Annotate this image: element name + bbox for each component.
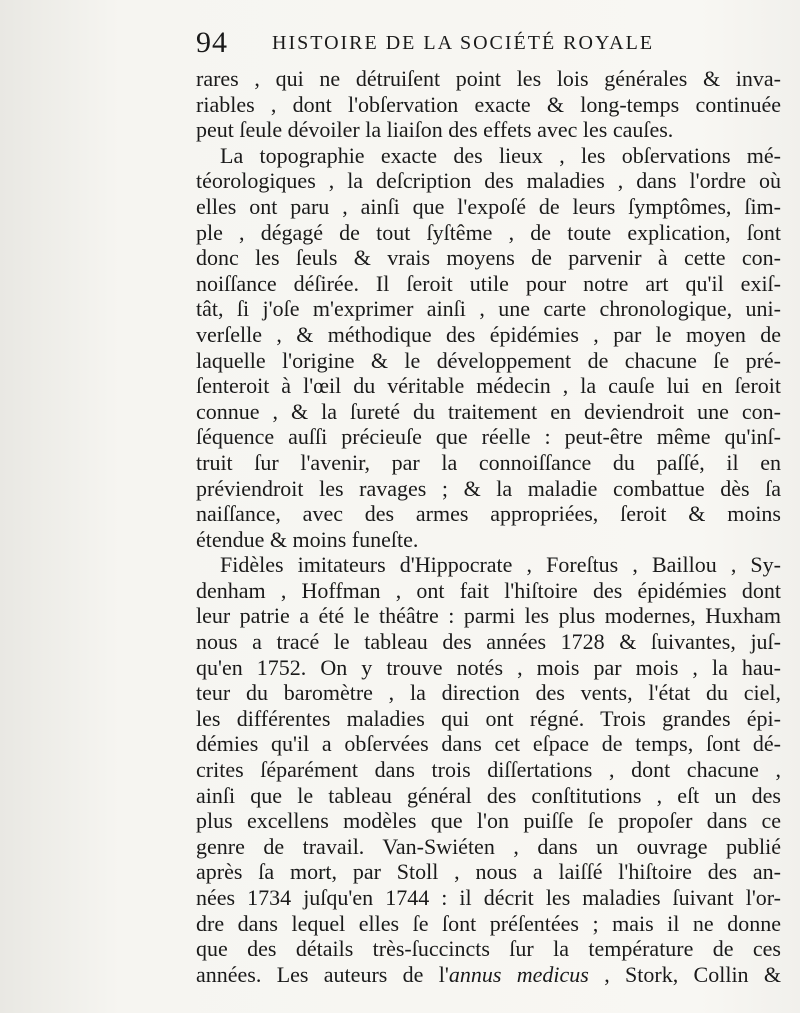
text-line: ſenteroit à l'œil du véritable médecin , la cauſe lui en ſeroit	[196, 373, 781, 399]
italic-title: annus medicus	[448, 961, 589, 987]
body-text	[196, 66, 781, 987]
text-fragment: années. Les auteurs de l'	[196, 961, 449, 987]
text-line: nées 1734 juſqu'en 1744 : il décrit les maladies ſuivant l'or-	[196, 885, 781, 910]
text-line: teur du baromètre , la direction des vents, l'état du ciel,	[196, 680, 781, 706]
text-line: donc les ſeuls & vrais moyens de parvenir à cette con-	[196, 245, 781, 271]
text-line: que des détails très-ſuccincts ſur la température de ces	[196, 936, 781, 962]
text-line: téorologiques , la deſcription des maladies , dans l'ordre où	[196, 168, 781, 194]
text-line: Fidèles imitateurs d'Hippocrate , Foreſtus , Baillou , Sy-	[220, 552, 781, 578]
text-line: naiſſance, avec des armes appropriées, ſeroit & moins	[196, 501, 781, 527]
text-line: étendue & moins funeſte.	[196, 526, 419, 552]
text-line: verſelle , & méthodique des épidémies , par le moyen de	[196, 321, 781, 347]
text-fragment: , Stork, Collin &	[588, 961, 782, 987]
text-line: plus excellens modèles que l'on puiſſe ſe propoſer dans ce	[196, 808, 781, 834]
text-line: tât, ſi j'oſe m'exprimer ainſi , une carte chronologique, uni-	[196, 296, 781, 322]
text-line: nous a tracé le tableau des années 1728 & ſuivantes, juſ-	[196, 629, 781, 655]
text-line: denham , Hoffman , ont fait l'hiſtoire des épidémies dont	[196, 577, 781, 603]
text-line: laquelle l'origine & le développement de chacune ſe pré-	[196, 347, 781, 373]
text-line: elles ont paru , ainſi que l'expoſé de leurs ſymptômes, ſim-	[196, 193, 781, 219]
text-line: rares , qui ne détruiſent point les lois générales & inva-	[196, 66, 781, 91]
text-line: peut ſeule dévoiler la liaiſon des effets avec les cauſes.	[196, 117, 674, 143]
text-line: les différentes maladies qui ont régné. Trois grandes épi-	[196, 705, 781, 731]
text-line: ſéquence auſſi précieuſe que réelle : peut-être même qu'inſ-	[196, 424, 781, 450]
text-line-last	[196, 962, 781, 988]
text-line: truit ſur l'avenir, par la connoiſſance du paſſé, il en	[196, 449, 781, 475]
text-line: ainſi que le tableau général des conſtitutions , eſt un des	[196, 782, 781, 808]
text-line: après ſa mort, par Stoll , nous a laiſſé l'hiſtoire des an-	[196, 859, 781, 885]
text-line: dre dans lequel elles ſe ſont préſentées ; mais il ne donne	[196, 910, 781, 936]
text-line: ple , dégagé de tout ſyſtême , de toute explication, ſont	[196, 219, 781, 245]
text-line: La topographie exacte des lieux , les obſervations mé-	[220, 142, 781, 168]
text-line: connue , & la ſureté du traitement en deviendroit une con-	[196, 398, 781, 424]
text-line: qu'en 1752. On y trouve notés , mois par mois , la hau-	[196, 654, 781, 680]
text-line: démies qu'il a obſervées dans cet eſpace de temps, ſont dé-	[196, 731, 781, 757]
text-line: genre de travail. Van-Swiéten , dans un ouvrage publié	[196, 833, 781, 859]
page-header	[196, 22, 796, 62]
text-line: riables , dont l'obſervation exacte & long-temps continuée	[196, 91, 781, 117]
text-line: noiſſance déſirée. Il ſeroit utile pour notre art qu'il exiſ-	[196, 270, 781, 296]
text-line: crites ſéparément dans trois diſſertations , dont chacune ,	[196, 757, 781, 783]
text-line: préviendroit les ravages ; & la maladie combattue dès ſa	[196, 475, 781, 501]
text-line: leur patrie a été le théâtre : parmi les plus modernes, Huxham	[196, 603, 781, 629]
running-head: HISTOIRE DE LA SOCIÉTÉ ROYALE	[272, 32, 655, 54]
page-number: 94	[196, 26, 228, 59]
